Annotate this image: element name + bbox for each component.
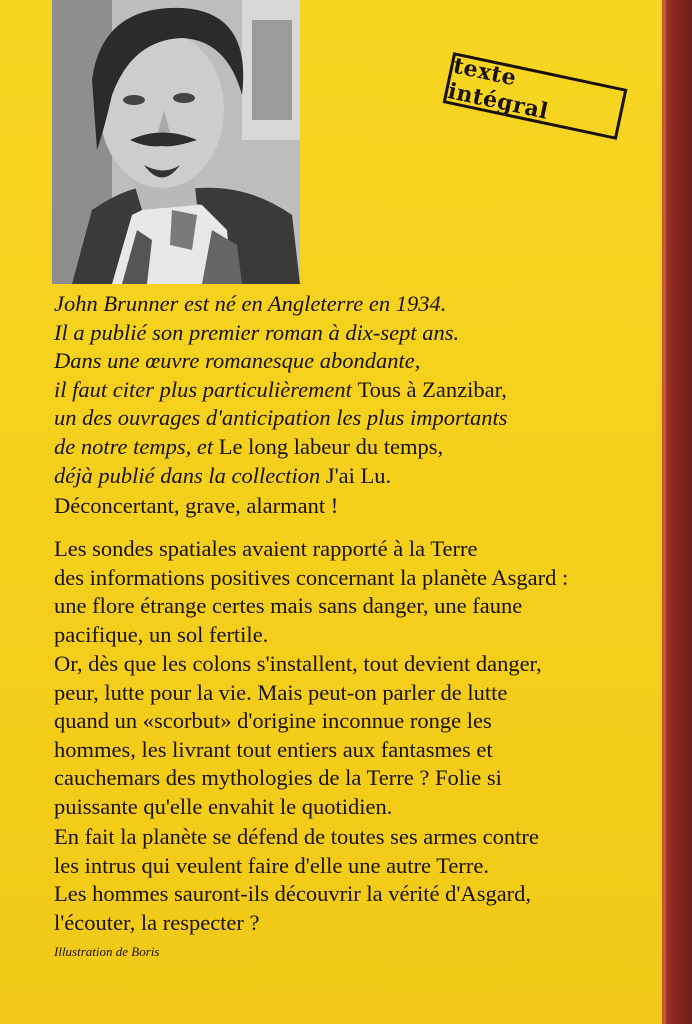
paragraph-line: Or, dès que les colons s'installent, tout devient danger,: [54, 651, 542, 676]
paragraph-line: cauchemars des mythologies de la Terre ? Folie si: [54, 765, 502, 791]
bio-text: déjà publié dans la collection: [54, 462, 326, 488]
author-bio: [54, 290, 644, 490]
bio-line: [54, 433, 644, 462]
bio-text: de notre temps, et: [54, 433, 219, 459]
book-title: Tous à Zanzibar,: [357, 376, 507, 402]
paragraph-line: une flore étrange certes mais sans danger, une faune: [54, 593, 523, 619]
paragraph-line: l'écouter, la respecter ?: [54, 909, 260, 935]
book-title: Le long labeur du temps,: [218, 433, 444, 459]
stamp-label: texte intégral: [445, 52, 551, 125]
bio-line: [54, 462, 644, 491]
bio-line: [54, 376, 644, 405]
bio-line: John Brunner est né en Angleterre en 1934.: [54, 291, 447, 316]
bio-line: Il a publié son premier roman à dix-sept ans.: [54, 319, 460, 345]
book-spine: [662, 0, 692, 1024]
illustration-credit: Illustration de Boris: [54, 944, 160, 959]
paragraph-line: En fait la planète se défend de toutes ses armes contre: [54, 824, 539, 849]
paragraph-line: quand un «scorbut» d'origine inconnue ronge les: [54, 708, 492, 734]
collection-name: J'ai Lu.: [325, 462, 392, 488]
paragraph-line: pacifique, un sol fertile.: [54, 621, 269, 647]
paragraph-line: des informations positives concernant la planète Asgard :: [54, 564, 569, 590]
summary-paragraph-3: [54, 823, 654, 937]
author-photo: [52, 0, 300, 284]
bio-text: il faut citer plus particulièrement: [54, 376, 358, 402]
paragraph-line: Les hommes sauront-ils découvrir la vérité d'Asgard,: [54, 881, 532, 907]
paragraph-line: puissante qu'elle envahit le quotidien.: [54, 793, 393, 819]
summary-paragraph-1: [54, 535, 654, 649]
paragraph-line: peur, lutte pour la vie. Mais peut-on parler de lutte: [54, 679, 508, 705]
paragraph-line: Les sondes spatiales avaient rapporté à la Terre: [54, 536, 478, 561]
spine-edge: [662, 0, 666, 1024]
paragraph-line: les intrus qui veulent faire d'elle une autre Terre.: [54, 852, 490, 878]
bio-line: Dans une œuvre romanesque abondante,: [54, 348, 421, 374]
summary-paragraph-2: [54, 650, 654, 822]
tagline: [54, 492, 654, 521]
tagline-text: Déconcertant, grave, alarmant !: [54, 493, 339, 518]
bio-line: un des ouvrages d'anticipation les plus importants: [54, 405, 508, 431]
paragraph-line: hommes, les livrant tout entiers aux fantasmes et: [54, 736, 493, 762]
